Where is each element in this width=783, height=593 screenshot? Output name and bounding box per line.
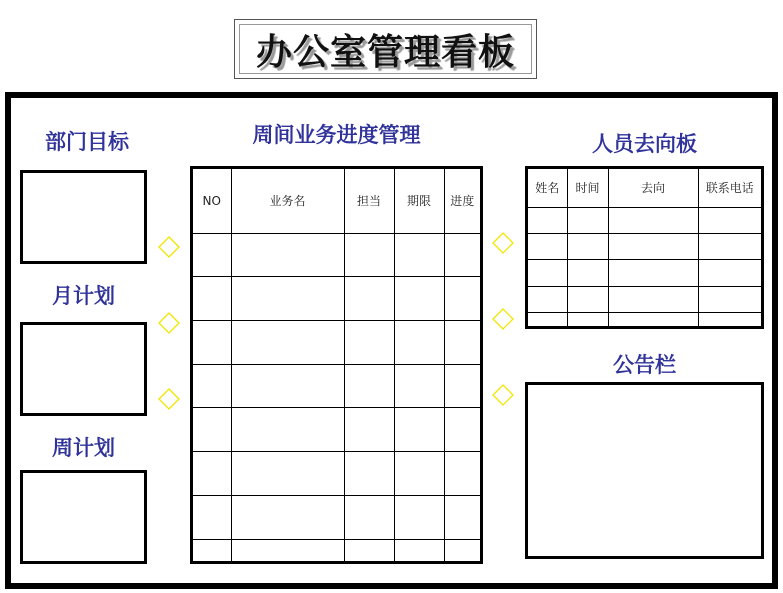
table-row — [528, 260, 761, 286]
table-row — [193, 539, 480, 561]
col-destination: 去向 — [608, 169, 698, 207]
diamond-icon — [492, 308, 514, 330]
table-row — [528, 313, 761, 326]
table-row — [193, 364, 480, 408]
page-title: 办公室管理看板 — [255, 30, 515, 73]
monthly-plan-box — [20, 322, 147, 416]
notice-board-box — [525, 382, 764, 559]
diamond-icon — [158, 312, 180, 334]
table-row — [193, 320, 480, 364]
table-row — [193, 408, 480, 452]
col-no: NO — [193, 169, 231, 233]
col-owner: 担当 — [344, 169, 394, 233]
weekly-plan-heading: 周计划 — [52, 435, 115, 460]
col-progress: 进度 — [444, 169, 480, 233]
department-goals-heading: 部门目标 — [45, 129, 129, 154]
diamond-icon — [158, 388, 180, 410]
col-name: 姓名 — [528, 169, 567, 207]
progress-heading: 周间业务进度管理 — [252, 122, 421, 147]
col-task-name: 业务名 — [231, 169, 344, 233]
table-row — [528, 286, 761, 312]
col-phone: 联系电话 — [698, 169, 761, 207]
diamond-icon — [492, 384, 514, 406]
col-deadline: 期限 — [394, 169, 444, 233]
table-row — [528, 233, 761, 259]
table-row — [193, 495, 480, 539]
progress-header-row — [193, 169, 480, 233]
diamond-icon — [492, 232, 514, 254]
diamond-icon — [158, 236, 180, 258]
staff-board-heading: 人员去向板 — [592, 131, 697, 156]
notice-board-heading: 公告栏 — [613, 352, 676, 377]
table-row — [193, 452, 480, 496]
table-row — [193, 277, 480, 321]
weekly-plan-box — [20, 470, 147, 564]
col-time: 时间 — [567, 169, 608, 207]
title-box — [234, 19, 537, 79]
progress-table — [190, 166, 483, 564]
department-goals-box — [20, 170, 147, 264]
table-row — [193, 233, 480, 277]
staff-board-table — [525, 166, 764, 329]
monthly-plan-heading: 月计划 — [52, 283, 115, 308]
table-row — [528, 207, 761, 233]
staff-header-row — [528, 169, 761, 207]
